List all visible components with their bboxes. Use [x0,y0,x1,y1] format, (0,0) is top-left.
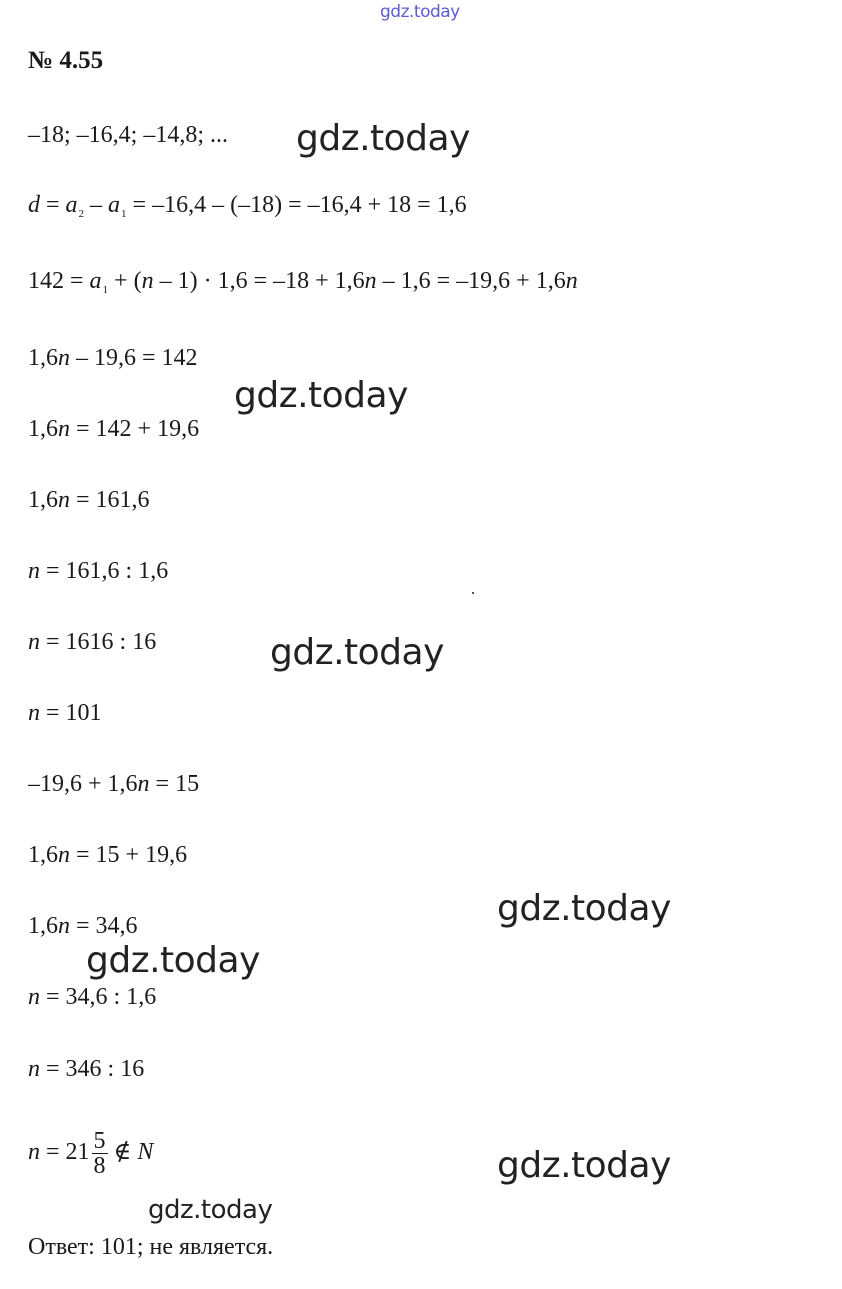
formula-n2: n [364,268,377,294]
sub-2: 2 [78,208,85,220]
problem-number: № 4.55 [28,47,104,74]
not-in-symbol: ∉ [113,1139,132,1165]
step-rest: = 34,6 : 1,6 [40,984,157,1010]
watermark: gdz.today [296,118,470,159]
formula-left: 142 = [28,268,90,294]
step-line [28,1054,144,1084]
watermark: gdz.today [148,1195,273,1225]
formula-sub1: 1 [102,284,109,296]
step-prefix: 1,6 [28,345,58,371]
stray-dot [472,592,474,594]
step-line [28,840,187,870]
formula-n1: n [141,268,154,294]
step-line [28,627,156,657]
var-n: n [58,913,70,939]
var-a1: a [108,192,121,218]
step-rest: = 161,6 : 1,6 [40,558,169,584]
step-line [28,911,138,941]
sub-1: 1 [121,208,127,220]
var-n: n [28,984,40,1010]
final-eq: = 21 [40,1139,90,1165]
var-n: n [28,629,40,655]
watermark: gdz.today [234,375,408,416]
var-n: n [28,558,40,584]
var-a2: a [65,192,78,218]
var-n: n [28,700,40,726]
formula-mid2: – 1) · 1,6 = –18 + 1,6 [153,268,365,294]
step-prefix: 1,6 [28,913,58,939]
var-n: n [58,842,70,868]
step-rest: = 142 + 19,6 [70,416,200,442]
var-n: n [28,1139,40,1165]
watermark: gdz.today [86,940,260,981]
var-n: n [58,345,70,371]
watermark: gdz.today [497,1145,671,1186]
step-rest: = 34,6 [70,913,138,939]
step-prefix: 1,6 [28,416,58,442]
diff-eq: = [40,192,66,218]
watermark: gdz.today [497,888,671,929]
var-n: n [137,771,150,797]
final-line [28,1124,153,1180]
fraction [92,1129,108,1178]
step-prefix: –19,6 + 1,6 [28,771,138,797]
step-prefix: 1,6 [28,487,58,513]
var-n: n [58,487,70,513]
step-prefix: 1,6 [28,842,58,868]
step-line [28,414,199,444]
step-line [28,698,102,728]
fraction-denominator: 8 [93,1152,106,1179]
sequence-line: –18; –16,4; –14,8; ... [28,122,229,148]
step-line [28,982,156,1012]
diff-minus: – [84,192,109,218]
watermark: gdz.today [270,632,444,673]
diff-rest: = –16,4 – (–18) = –16,4 + 18 = 1,6 [126,192,467,218]
step-rest: = 346 : 16 [40,1056,145,1082]
var-d: d [28,192,40,218]
formula-n3: n [565,268,578,294]
formula-line [28,266,578,305]
step-rest: = 161,6 [70,487,150,513]
watermark-top: gdz.today [380,2,460,22]
step-line [28,556,168,586]
step-rest: – 19,6 = 142 [70,345,198,371]
formula-mid3: – 1,6 = –19,6 + 1,6 [376,268,566,294]
step-line [28,769,199,799]
step-rest: = 1616 : 16 [40,629,157,655]
var-n: n [28,1056,40,1082]
set-n: N [137,1139,154,1165]
difference-line [28,190,467,229]
answer-line: Ответ: 101; не является. [28,1234,274,1260]
step-rest: = 15 + 19,6 [70,842,188,868]
step-line [28,485,150,515]
step-line [28,343,198,373]
formula-mid1: + ( [108,268,142,294]
var-n: n [58,416,70,442]
step-rest: = 101 [40,700,102,726]
formula-a: a [89,268,102,294]
fraction-numerator: 5 [93,1127,106,1154]
step-rest: = 15 [149,771,200,797]
